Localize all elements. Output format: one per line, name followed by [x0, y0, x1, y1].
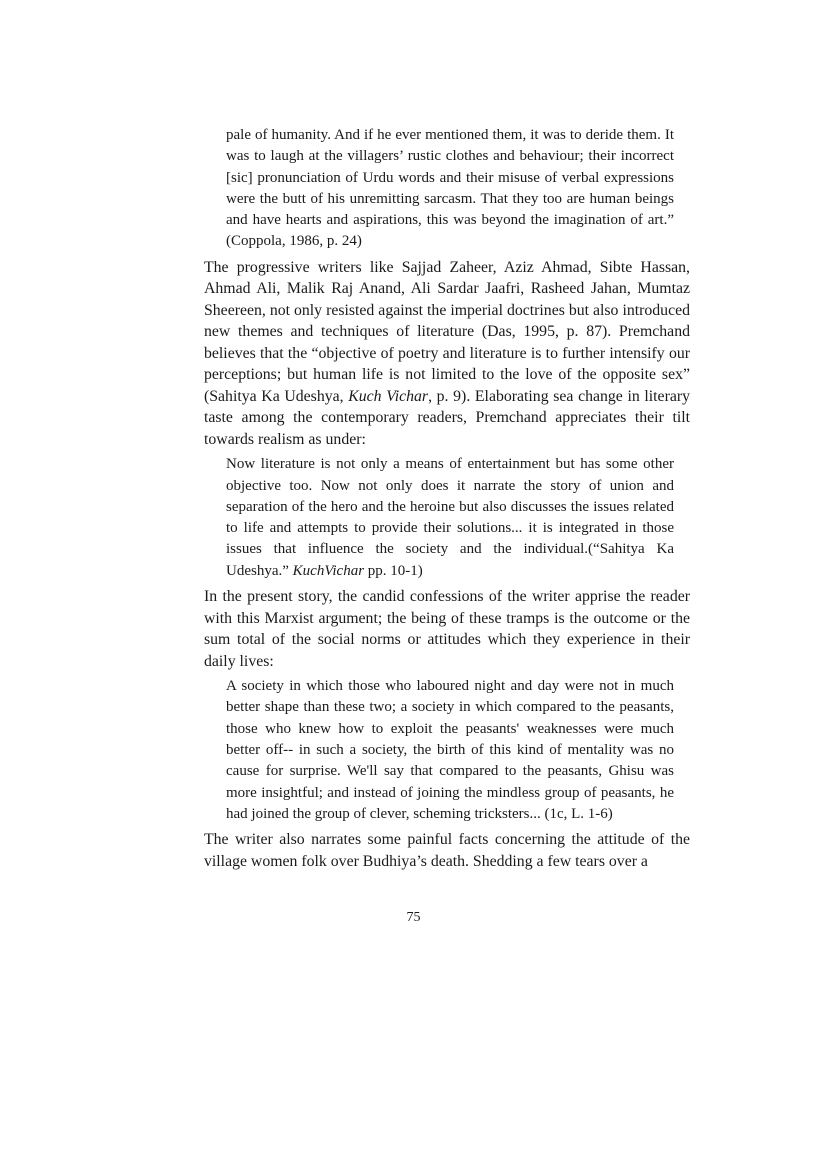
- body-paragraph: [204, 257, 690, 451]
- text-segment: pp. 10-1): [364, 562, 423, 579]
- body-paragraph: [204, 586, 690, 672]
- body-paragraph: [204, 829, 690, 872]
- text-segment: The progressive writers like Sajjad Zaheer, Aziz Ahmad, Sibte Hassan, Ahmad Ali, Malik Raj Anand, Ali Sardar Jaafri, Rasheed Jahan, Mumtaz Sheereen, not only resisted against the imperial doctrines but also introduced new themes and techniques of literature (Das, 1995, p. 87). Premchand believes that the “objective of poetry and literature is to further intensify our perceptions; but human life is not limited to the love of the opposite sex” (Sahitya Ka Udeshya,: [204, 258, 690, 405]
- block-quote: [226, 454, 674, 582]
- block-quote: [226, 676, 674, 825]
- text-column: [204, 125, 690, 876]
- italic-title-text: KuchVichar: [292, 562, 365, 579]
- text-segment: A society in which those who laboured night and day were not in much better shape than these two; a society in which compared to the peasants, those who knew how to exploit the peasants' weaknesses were much better off-- in such a society, the birth of this kind of mentality was no cause for surprise. We'll say that compared to the peasants, Ghisu was more insightful; and instead of joining the mindless group of peasants, he had joined the group of clever, scheming tricksters... (1c, L. 1-6): [226, 678, 674, 822]
- text-segment: , p. 9). Elaborating sea change in literary taste among the contemporary readers, Premchand appreciates their tilt towards realism as under:: [204, 387, 690, 448]
- text-segment: The writer also narrates some painful facts concerning the attitude of the village women folk over Budhiya’s death. Shedding a few tears over a: [204, 831, 690, 870]
- text-segment: pale of humanity. And if he ever mentioned them, it was to deride them. It was to laugh at the villagers’ rustic clothes and behaviour; their incorrect [sic] pronunciation of Urdu words and their misuse of verbal expressions were the butt of his unremitting sarcasm. That they too are human beings and have hearts and aspirations, this was beyond the imagination of art.” (Coppola, 1986, p. 24): [226, 127, 674, 250]
- block-quote: [226, 125, 674, 253]
- page-number: 75: [406, 910, 421, 925]
- italic-title-text: Kuch Vichar: [348, 387, 429, 405]
- text-segment: In the present story, the candid confessions of the writer apprise the reader with this Marxist argument; the being of these tramps is the outcome or the sum total of the social norms or attitudes which they experience in their daily lives:: [204, 588, 690, 670]
- text-segment: Now literature is not only a means of entertainment but has some other objective too. Now not only does it narrate the story of union and separation of the hero and the heroine but also discusses the issues related to life and attempts to provide their solutions... it is integrated in those issues that influence the society and the individual.(“Sahitya Ka Udeshya.”: [226, 456, 674, 579]
